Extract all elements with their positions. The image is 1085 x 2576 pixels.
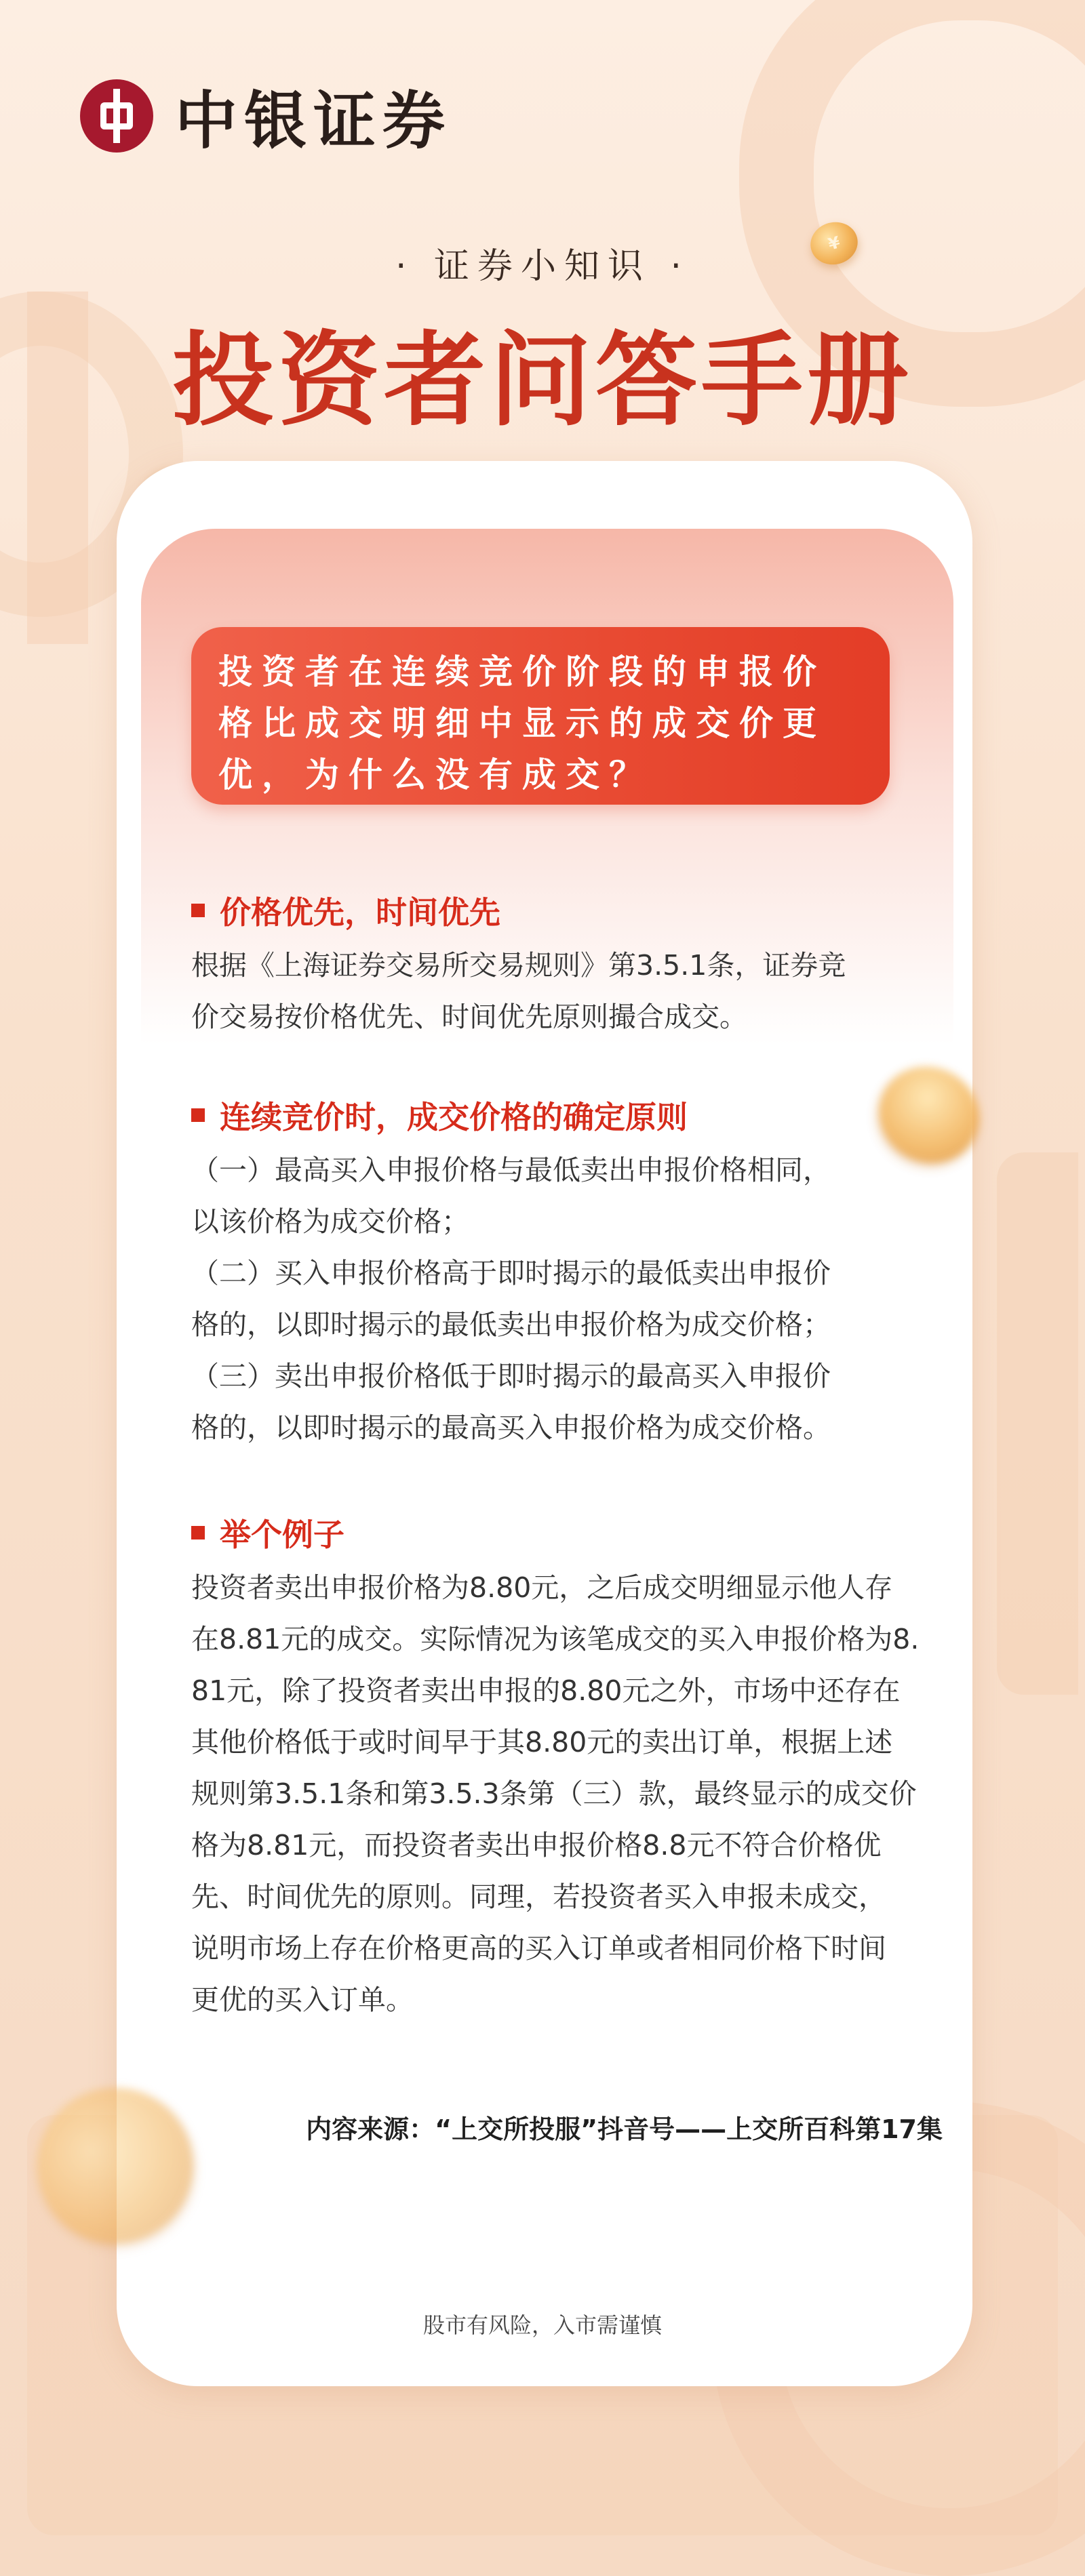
paragraph-line: （二）买入申报价格高于即时揭示的最低卖出申报价 <box>191 1257 831 1289</box>
question-banner <box>191 627 890 805</box>
section-title-text: 举个例子 <box>220 1516 344 1553</box>
section-title-text: 价格优先，时间优先 <box>220 894 500 931</box>
paragraph-line: 根据《上海证券交易所交易规则》第3.5.1条，证券竞 <box>191 949 846 982</box>
section-paragraph <box>191 1562 920 2026</box>
coin-icon: ¥ <box>806 217 863 270</box>
section-price-time-priority <box>191 888 903 1043</box>
section-title <box>191 1510 903 1555</box>
content-source: 内容来源：“上交所投服”抖音号——上交所百科第17集 <box>306 2114 943 2144</box>
section-kicker: · 证券小知识 · <box>395 246 690 287</box>
paragraph-line: （三）卖出申报价格低于即时揭示的最高买入申报价 <box>191 1360 831 1392</box>
section-price-determination <box>191 1093 903 1453</box>
paragraph-line: 投资者卖出申报价格为8.80元，之后成交明细显示他人存 <box>191 1571 893 1604</box>
square-bullet-icon <box>191 1108 205 1122</box>
brand-header <box>80 71 452 161</box>
boc-logo-icon <box>80 79 153 153</box>
paragraph-line: 格为8.81元，而投资者卖出申报价格8.8元不符合价格优 <box>191 1829 882 1861</box>
paragraph-line: 说明市场上存在价格更高的买入订单或者相同价格下时间 <box>191 1932 886 1965</box>
section-example <box>191 1510 920 2026</box>
square-bullet-icon <box>191 1526 205 1539</box>
paragraph-line: 以该价格为成交价格； <box>191 1205 469 1238</box>
paragraph-line: 81元，除了投资者卖出申报的8.80元之外，市场中还存在 <box>191 1674 901 1707</box>
risk-disclaimer: 股市有风险，入市需谨慎 <box>422 2312 662 2338</box>
paragraph-line: 先、时间优先的原则。同理，若投资者买入申报未成交， <box>191 1880 886 1913</box>
paragraph-line: 格的，以即时揭示的最高买入申报价格为成交价格。 <box>191 1411 831 1444</box>
section-paragraph <box>191 940 903 1043</box>
paragraph-line: 更优的买入订单。 <box>191 1984 414 2016</box>
paragraph-line: 在8.81元的成交。实际情况为该笔成交的买入申报价格为8. <box>191 1623 920 1655</box>
page-title: 投资者问答手册 <box>172 322 913 440</box>
paragraph-line: 格的，以即时揭示的最低卖出申报价格为成交价格； <box>191 1308 831 1341</box>
paragraph-line: （一）最高买入申报价格与最低卖出申报价格相同， <box>191 1154 831 1186</box>
paragraph-line: 价交易按价格优先、时间优先原则撮合成交。 <box>191 1001 747 1033</box>
question-text: 投资者在连续竞价阶段的申报价格比成交明细中显示的成交价更优，为什么没有成交？ <box>218 652 826 794</box>
section-title-text: 连续竞价时，成交价格的确定原则 <box>220 1099 688 1135</box>
brand-name: 中银证券 <box>175 84 452 157</box>
square-bullet-icon <box>191 904 205 917</box>
paragraph-line: 规则第3.5.1条和第3.5.3条第（三）款，最终显示的成交价 <box>191 1777 917 1810</box>
background-shape <box>997 1152 1078 1695</box>
paragraph-line: 其他价格低于或时间早于其8.80元的卖出订单，根据上述 <box>191 1726 893 1758</box>
section-title <box>191 1093 903 1138</box>
section-title <box>191 888 903 933</box>
section-paragraph <box>191 1144 903 1453</box>
